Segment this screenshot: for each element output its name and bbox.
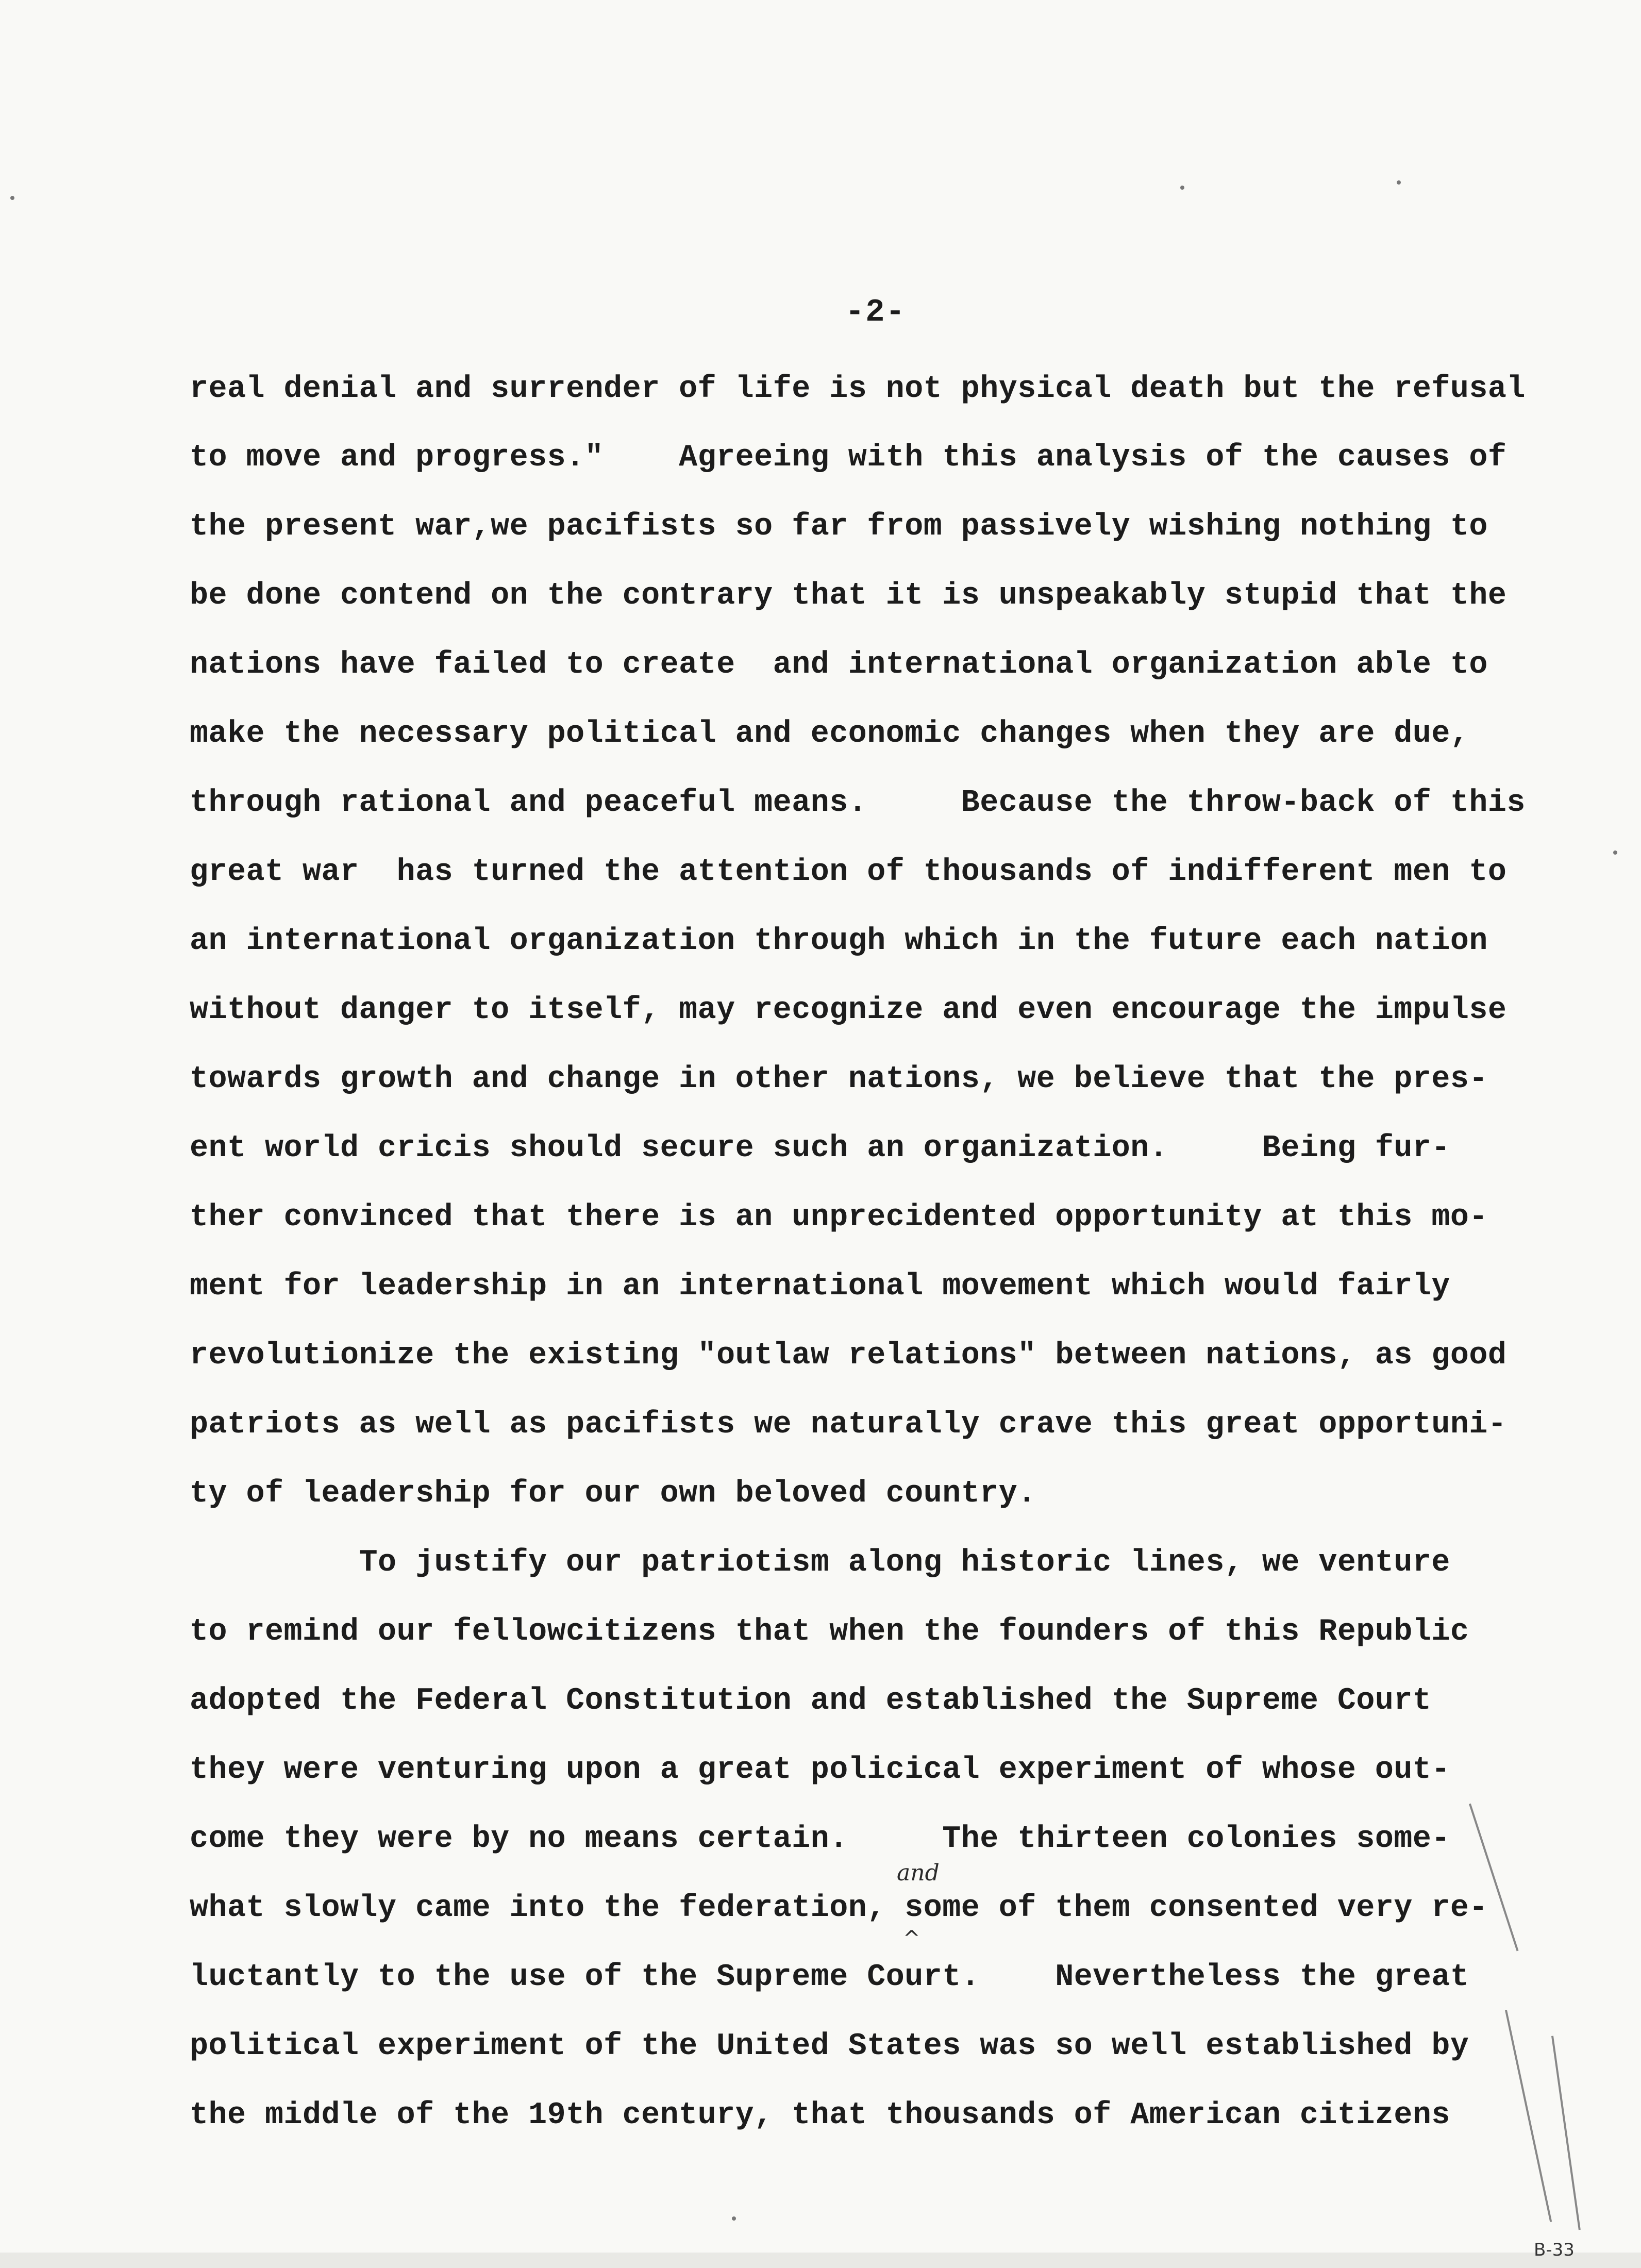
body-line-13: ther convinced that there is an unprecidented opportunity at this mo- — [190, 1200, 1488, 1235]
scan-bottom-edge — [0, 2253, 1641, 2268]
body-line-23: what slowly came into the federation, some of them consented very re- — [190, 1891, 1488, 1926]
body-line-16: patriots as well as pacifists we naturally crave this great opportuni- — [190, 1407, 1507, 1442]
body-line-25: political experiment of the United States was so well established by — [190, 2029, 1469, 2064]
paper-speck — [1613, 851, 1617, 855]
body-line-10: without danger to itself, may recognize and even encourage the impulse — [190, 993, 1507, 1028]
body-line-20: adopted the Federal Constitution and established the Supreme Court — [190, 1683, 1432, 1719]
body-line-1: real denial and surrender of life is not physical death but the refusal — [190, 372, 1526, 407]
body-line-15: revolutionize the existing "outlaw relations" between nations, as good — [190, 1338, 1507, 1373]
body-line-2: to move and progress." Agreeing with this analysis of the causes of — [190, 440, 1507, 475]
paper-speck — [10, 196, 14, 200]
body-line-8: great war has turned the attention of thousands of indifferent men to — [190, 855, 1507, 890]
paper-scratch — [1551, 2036, 1581, 2230]
body-line-22: come they were by no means certain. The thirteen colonies some- — [190, 1822, 1450, 1857]
body-line-19: to remind our fellowcitizens that when the founders of this Republic — [190, 1614, 1469, 1649]
page-number: -2- — [845, 294, 906, 330]
handwritten-insertion: and — [897, 1860, 940, 1886]
body-line-17: ty of leadership for our own beloved country. — [190, 1476, 1036, 1511]
paper-scratch — [1505, 2010, 1552, 2222]
body-line-14: ment for leadership in an international movement which would fairly — [190, 1269, 1450, 1304]
document-id: B-33 — [1534, 2240, 1575, 2260]
body-line-21: they were venturing upon a great policical experiment of whose out- — [190, 1753, 1450, 1788]
paper-speck — [1180, 186, 1184, 190]
body-line-3: the present war,we pacifists so far from passively wishing nothing to — [190, 509, 1488, 544]
paper-scratch — [1469, 1804, 1519, 1952]
body-line-9: an international organization through which in the future each nation — [190, 924, 1488, 959]
insertion-caret-mark: ^ — [903, 1927, 920, 1950]
body-line-18: To justify our patriotism along historic lines, we venture — [190, 1545, 1450, 1580]
body-line-5: nations have failed to create and international organization able to — [190, 647, 1488, 682]
paper-speck — [1397, 180, 1401, 185]
body-line-4: be done contend on the contrary that it is unspeakably stupid that the — [190, 578, 1507, 613]
paper-speck — [732, 2216, 736, 2221]
body-line-11: towards growth and change in other nations, we believe that the pres- — [190, 1062, 1488, 1097]
body-line-26: the middle of the 19th century, that thousands of American citizens — [190, 2098, 1450, 2133]
body-line-24: luctantly to the use of the Supreme Court. Nevertheless the great — [190, 1960, 1469, 1995]
body-line-6: make the necessary political and economic changes when they are due, — [190, 716, 1469, 752]
body-line-12: ent world cricis should secure such an organization. Being fur- — [190, 1131, 1450, 1166]
body-line-7: through rational and peaceful means. Because the throw-back of this — [190, 786, 1526, 821]
